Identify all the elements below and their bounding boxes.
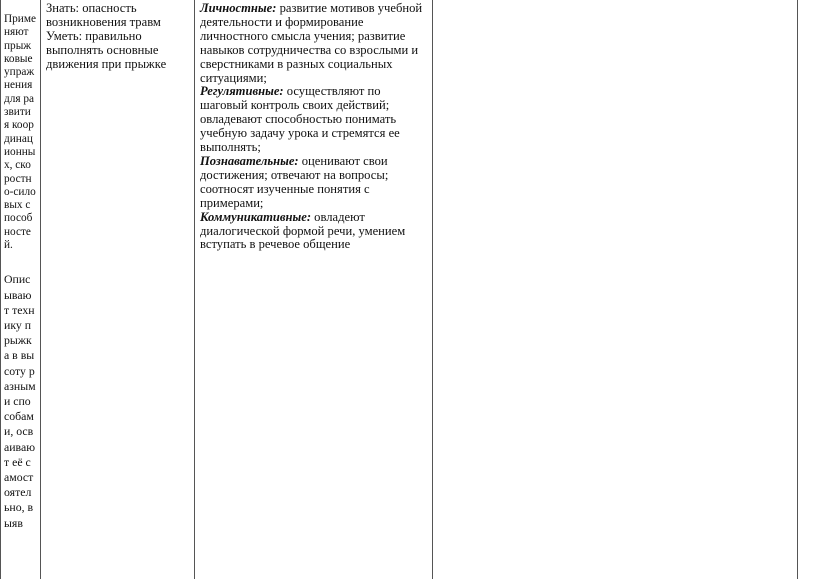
communicative-block: [200, 211, 428, 253]
know-text: Знать: опасность возникновения травм: [46, 1, 161, 29]
activities-paragraph-2: Описывают технику прыжка в высоту разными способами, осваивают её самостоятельно, выяв: [4, 272, 36, 530]
table-border-right: [797, 0, 798, 579]
communicative-label: Коммуникативные:: [200, 209, 312, 224]
activities-cell: [4, 13, 36, 531]
table-border-3: [432, 0, 433, 579]
uud-cell: [200, 2, 428, 252]
cognitive-block: [200, 155, 428, 211]
personal-label: Личностные:: [200, 1, 277, 15]
activities-paragraph-1: Применяют прыжковые упражнения для развития координационных, скоростно-силовых способностей.: [4, 13, 37, 252]
cognitive-label: Познавательные:: [200, 153, 299, 168]
personal-block: [200, 2, 428, 85]
regulatory-block: [200, 85, 428, 155]
personal-text: развитие мотивов учебной деятельности и формирование личностного смысла учения; развитие навыков сотрудничества со взрослыми и сверстниками в разных социальных ситуациями;: [200, 1, 423, 85]
regulatory-label: Регулятивные:: [200, 84, 284, 99]
table-border-2: [194, 0, 195, 579]
communicative-text: овладеют диалогической формой речи, умением вступать в речевое общение: [200, 209, 406, 252]
cognitive-text: оценивают свои достижения; отвечают на вопросы; соотносят изученные понятия с примерами;: [200, 153, 389, 210]
subject-results-cell: [46, 2, 194, 72]
regulatory-text: осуществляют по шаговый контроль своих действий; овладевают способностью понимать учебную задачу урока и стремятся ее выполнять;: [200, 84, 400, 155]
table-border-left: [0, 0, 1, 579]
table-border-1: [40, 0, 41, 579]
be-able-text: Уметь: правильно выполнять основные движения при прыжке: [46, 28, 167, 71]
